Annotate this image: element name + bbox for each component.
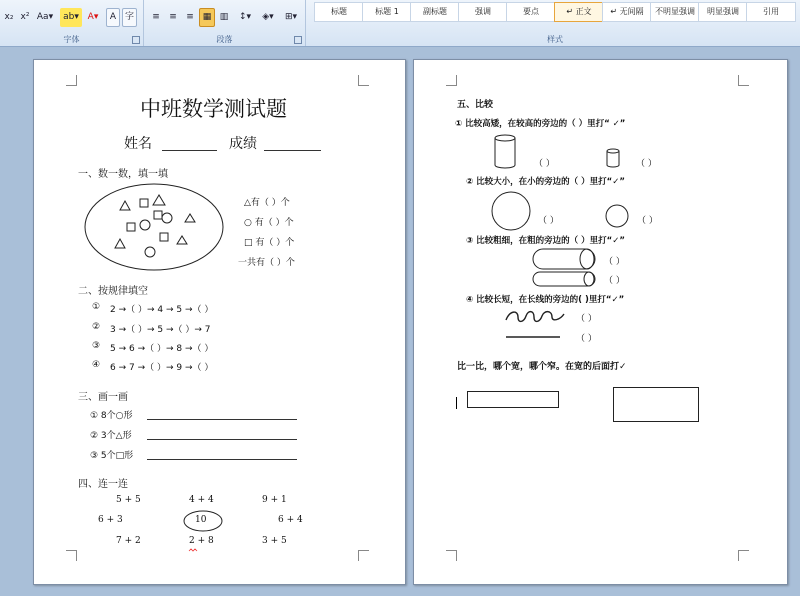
short-cylinder-figure [606,148,620,168]
score-label: 成绩 [229,136,257,152]
page-title: 中班数学测试题 [140,97,287,121]
section-5-heading: 五、比较 [457,100,494,110]
short-answer-paren[interactable]: （ ） [636,159,657,169]
page-1[interactable] [33,59,406,585]
draw-blank-2[interactable] [147,439,297,440]
page-2[interactable] [413,59,788,585]
sum-bottom-2: 2 + 8 [189,536,214,546]
font-color-button[interactable]: A▾ [87,12,99,22]
styles-group-label: 样式 [547,35,563,44]
paragraph-group-label: 段落 [216,35,233,44]
draw-blank-3[interactable] [147,459,297,460]
font-group-label: 字体 [63,35,80,44]
style-no-spacing[interactable]: ↵ 无间隔 [602,2,652,22]
font-group [0,0,144,46]
triangle-count: △有（ ）个 [244,198,290,208]
subscript-button[interactable]: x₂ [4,12,14,22]
section-4-heading: 四、连一连 [78,479,128,490]
straight-line-answer-paren[interactable]: （ ） [576,334,597,344]
font-dialog-launcher-icon[interactable] [132,36,140,44]
styles-group [310,0,800,46]
row-2-number: ② [92,322,101,332]
circle-count: ○ 有（ ）个 [244,218,294,228]
margin-mark [446,75,457,86]
sum-mid-left: 6 + 3 [98,515,123,525]
total-count: 一共有（ ）个 [238,258,295,268]
change-case-button[interactable]: Aa▾ [36,12,54,22]
row-4-number: ④ [92,360,101,370]
question-1-text: ① 比较高矮，在较高的旁边的（ ）里打“ ✓” [455,119,626,129]
thin-answer-paren[interactable]: （ ） [604,276,625,286]
align-right-button[interactable]: ≡ [186,12,194,22]
style-title[interactable]: 标题 [314,2,364,22]
row-1-sequence: 2 →（ ）→ 4 → 5 →（ ） [110,305,214,315]
row-1-number: ① [92,302,101,312]
margin-mark [738,550,749,561]
question-4-text: ④ 比较长短，在长线的旁边的( )里打“✓” [466,295,625,305]
margin-mark [358,550,369,561]
narrow-rectangle [467,391,559,408]
name-label: 姓名 [124,136,152,152]
margin-mark [738,75,749,86]
paragraph-dialog-launcher-icon[interactable] [294,36,302,44]
shading-button[interactable]: ◈▾ [262,12,274,22]
row-2-sequence: 3 →（ ）→ 5 →（ ）→ 7 [110,325,211,335]
margin-mark [66,75,77,86]
style-normal[interactable]: ↵ 正文 [554,2,604,22]
section-3-heading: 三、画一画 [78,392,128,403]
small-circle-answer-paren[interactable]: （ ） [637,216,658,226]
char-shading-button[interactable]: A [106,8,120,27]
style-emphasis[interactable]: 强调 [458,2,508,22]
square-count: □ 有（ ）个 [244,238,295,248]
highlight-color-button[interactable]: ab▾ [60,8,82,27]
sum-top-3: 9 + 1 [262,495,287,505]
shapes-oval-figure [84,182,224,272]
margin-mark [446,550,457,561]
sum-bottom-3: 3 + 5 [262,536,287,546]
align-center-button[interactable]: ≡ [169,12,177,22]
sum-mid-right: 6 + 4 [278,515,303,525]
align-left-button[interactable]: ≡ [152,12,160,22]
center-number: 10 [195,515,207,525]
draw-item-2: ② 3个△形 [90,431,132,441]
row-3-sequence: 5 → 6 →（ ）→ 8 →（ ） [110,344,214,354]
curly-line-answer-paren[interactable]: （ ） [576,314,597,324]
sum-top-2: 4 + 4 [189,495,214,505]
style-quote[interactable]: 引用 [746,2,796,22]
draw-item-1: ① 8个○形 [90,411,133,421]
sum-top-1: 5 + 5 [116,495,141,505]
sum-bottom-1: 7 + 2 [116,536,141,546]
name-blank[interactable] [162,150,217,151]
question-2-text: ② 比较大小，在小的旁边的（ ）里打“✓” [466,177,625,187]
small-circle-figure [605,204,629,228]
distributed-button[interactable]: ▥ [219,12,229,22]
style-heading-1[interactable]: 标题 1 [362,2,412,22]
style-strong[interactable]: 要点 [506,2,556,22]
section-1-heading: 一、数一数，填一填 [78,169,168,180]
text-cursor [456,397,457,409]
style-subtle-emphasis[interactable]: 不明显强调 [650,2,700,22]
style-intense-emphasis[interactable]: 明显强调 [698,2,748,22]
draw-item-3: ③ 5个□形 [90,451,134,461]
tall-cylinder-figure [494,134,516,170]
thick-answer-paren[interactable]: （ ） [604,257,625,267]
borders-button[interactable]: ⊞▾ [284,12,298,22]
wide-narrow-question: 比一比，哪个宽，哪个窄。在宽的后面打✓ [457,362,627,372]
long-short-lines-figure [504,306,570,342]
enclose-char-button[interactable]: 字 [122,8,137,27]
score-blank[interactable] [264,150,321,151]
spelling-squiggle [189,549,197,552]
superscript-button[interactable]: x² [20,12,30,22]
section-2-heading: 二、按规律填空 [78,286,148,297]
tall-answer-paren[interactable]: （ ） [534,159,555,169]
question-3-text: ③ 比较粗细，在粗的旁边的（ ）里打“✓” [466,236,625,246]
big-circle-answer-paren[interactable]: （ ） [538,216,559,226]
wide-rectangle [613,387,699,422]
justify-button[interactable]: ▦ [199,8,215,27]
row-4-sequence: 6 → 7 →（ ）→ 9 →（ ） [110,363,214,373]
row-3-number: ③ [92,341,101,351]
thick-thin-cylinders-figure [532,248,600,288]
line-spacing-button[interactable]: ↕▾ [238,12,252,22]
big-circle-figure [490,191,532,231]
margin-mark [66,550,77,561]
style-subtitle[interactable]: 副标题 [410,2,460,22]
ribbon [0,0,800,47]
paragraph-group [144,0,306,46]
margin-mark [358,75,369,86]
draw-blank-1[interactable] [147,419,297,420]
